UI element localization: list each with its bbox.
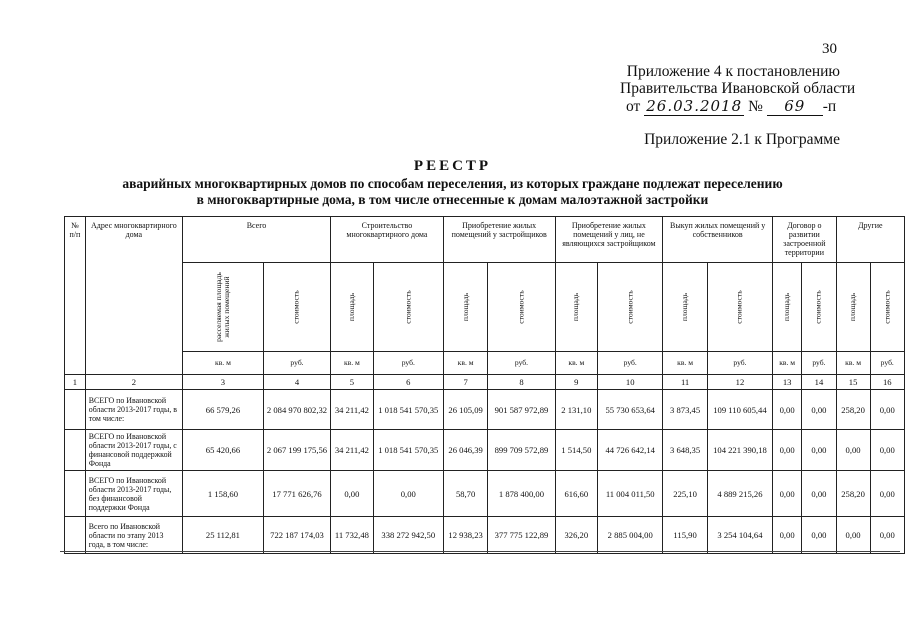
sub-cost: стоимость <box>488 263 555 352</box>
row-label: ВСЕГО по Ивановской области 2013-2017 годы, без финансовой поддержки Фонда <box>85 471 182 517</box>
row-value: 58,70 <box>443 471 488 517</box>
header-address: Адрес многоквартирного дома <box>85 217 182 375</box>
table-row <box>65 517 905 554</box>
unit-rub: руб. <box>488 352 555 375</box>
subtitle-rest: многоквартирных домов по способам переселения, из которых граждане подлежат переселению <box>191 176 783 191</box>
unit-rub: руб. <box>707 352 772 375</box>
row-value: 4 889 215,26 <box>707 471 772 517</box>
header-contract: Договор о развитии застроенной территории <box>773 217 837 263</box>
row-value: 2 067 199 175,56 <box>263 430 330 471</box>
header-num: № п/п <box>65 217 86 375</box>
handwritten-date: 26.03.2018 <box>644 97 744 116</box>
col-number: 4 <box>263 375 330 390</box>
row-value: 258,20 <box>836 390 870 430</box>
page-number: 30 <box>822 41 837 57</box>
sub-area: площадь <box>331 263 374 352</box>
row-value: 26 046,39 <box>443 430 488 471</box>
table-row <box>65 430 905 471</box>
unit-rub: руб. <box>263 352 330 375</box>
row-value: 3 873,45 <box>663 390 708 430</box>
row-value: 0,00 <box>836 430 870 471</box>
row-index-cell <box>65 517 86 554</box>
row-value: 11 732,48 <box>331 517 374 554</box>
unit-sqm: кв. м <box>773 352 802 375</box>
sub-cost: стоимость <box>263 263 330 352</box>
sub-area: площадь <box>663 263 708 352</box>
sub-resettled-area: расселяемая площадь жилых помещений <box>182 263 263 352</box>
number-label: № <box>748 98 763 115</box>
table-row <box>65 390 905 430</box>
col-number: 8 <box>488 375 555 390</box>
row-value: 34 211,42 <box>331 390 374 430</box>
row-value: 12 938,23 <box>443 517 488 554</box>
unit-rub: руб. <box>870 352 905 375</box>
registry-table <box>64 216 905 554</box>
row-value: 55 730 653,64 <box>598 390 663 430</box>
row-value: 0,00 <box>836 517 870 554</box>
row-value: 17 771 626,76 <box>263 471 330 517</box>
row-index-cell <box>65 471 86 517</box>
unit-sqm: кв. м <box>182 352 263 375</box>
row-value: 616,60 <box>555 471 598 517</box>
row-value: 1 878 400,00 <box>488 471 555 517</box>
row-value: 0,00 <box>870 390 905 430</box>
unit-rub: руб. <box>373 352 443 375</box>
header-row-sub <box>65 263 905 352</box>
col-number: 14 <box>802 375 836 390</box>
row-value: 0,00 <box>802 517 836 554</box>
row-value: 109 110 605,44 <box>707 390 772 430</box>
row-value: 115,90 <box>663 517 708 554</box>
row-value: 66 579,26 <box>182 390 263 430</box>
unit-sqm: кв. м <box>663 352 708 375</box>
row-label: ВСЕГО по Ивановской области 2013-2017 годы, с финансовой поддержкой Фонда <box>85 430 182 471</box>
row-value: 0,00 <box>331 471 374 517</box>
row-value: 34 211,42 <box>331 430 374 471</box>
row-value: 377 775 122,89 <box>488 517 555 554</box>
row-value: 0,00 <box>802 471 836 517</box>
row-value: 225,10 <box>663 471 708 517</box>
row-value: 0,00 <box>773 390 802 430</box>
row-value: 0,00 <box>802 430 836 471</box>
header-row-units <box>65 352 905 375</box>
row-value: 2 885 004,00 <box>598 517 663 554</box>
row-value: 0,00 <box>870 471 905 517</box>
sub-area: площадь <box>555 263 598 352</box>
row-value: 0,00 <box>373 471 443 517</box>
appendix-line1: Приложение 4 к постановлению <box>626 63 840 80</box>
row-value: 0,00 <box>802 390 836 430</box>
appendix-date-line <box>626 97 836 116</box>
sub-cost: стоимость <box>707 263 772 352</box>
row-value: 11 004 011,50 <box>598 471 663 517</box>
header-purchase-non-developers: Приобретение жилых помещений у лиц, не являющихся застройщиком <box>555 217 663 263</box>
row-value: 0,00 <box>773 430 802 471</box>
sub-area: площадь <box>443 263 488 352</box>
row-value: 0,00 <box>773 517 802 554</box>
col-number: 12 <box>707 375 772 390</box>
row-value: 901 587 972,89 <box>488 390 555 430</box>
struck-word: аварийных <box>122 176 192 191</box>
row-value: 722 187 174,03 <box>263 517 330 554</box>
row-value: 3 254 104,64 <box>707 517 772 554</box>
unit-sqm: кв. м <box>331 352 374 375</box>
handwritten-number: 69 <box>767 97 823 116</box>
sub-area: площадь <box>836 263 870 352</box>
col-number: 11 <box>663 375 708 390</box>
col-number: 7 <box>443 375 488 390</box>
col-number: 13 <box>773 375 802 390</box>
row-value: 326,20 <box>555 517 598 554</box>
row-value: 1 158,60 <box>182 471 263 517</box>
col-number: 6 <box>373 375 443 390</box>
unit-rub: руб. <box>598 352 663 375</box>
header-other: Другие <box>836 217 904 263</box>
row-value: 1 514,50 <box>555 430 598 471</box>
row-value: 3 648,35 <box>663 430 708 471</box>
registry-subtitle-line2: в многоквартирные дома, в том числе отнесенные к домам малоэтажной застройки <box>196 192 709 207</box>
sub-cost: стоимость <box>373 263 443 352</box>
row-label: ВСЕГО по Ивановской области 2013-2017 годы, в том числе: <box>85 390 182 430</box>
appendix-line2: Правительства Ивановской области <box>620 80 856 97</box>
col-number: 2 <box>85 375 182 390</box>
row-value: 2 084 970 802,32 <box>263 390 330 430</box>
row-value: 65 420,66 <box>182 430 263 471</box>
col-number: 3 <box>182 375 263 390</box>
header-purchase-developers: Приобретение жилых помещений у застройщиков <box>443 217 555 263</box>
header-row-groups <box>65 217 905 263</box>
unit-sqm: кв. м <box>836 352 870 375</box>
row-index-cell <box>65 430 86 471</box>
row-value: 0,00 <box>870 517 905 554</box>
column-number-row <box>65 375 905 390</box>
row-value: 26 105,09 <box>443 390 488 430</box>
col-number: 1 <box>65 375 86 390</box>
header-buyout: Выкуп жилых помещений у собственников <box>663 217 773 263</box>
row-value: 258,20 <box>836 471 870 517</box>
row-index-cell <box>65 390 86 430</box>
page-cut-line <box>60 551 900 552</box>
table-row <box>65 471 905 517</box>
row-value: 104 221 390,18 <box>707 430 772 471</box>
row-value: 0,00 <box>773 471 802 517</box>
row-value: 44 726 642,14 <box>598 430 663 471</box>
row-value: 1 018 541 570,35 <box>373 390 443 430</box>
col-number: 15 <box>836 375 870 390</box>
row-value: 338 272 942,50 <box>373 517 443 554</box>
col-number: 10 <box>598 375 663 390</box>
row-value: 25 112,81 <box>182 517 263 554</box>
unit-sqm: кв. м <box>443 352 488 375</box>
unit-rub: руб. <box>802 352 836 375</box>
unit-sqm: кв. м <box>555 352 598 375</box>
registry-subtitle-line1 <box>0 176 905 192</box>
program-appendix: Приложение 2.1 к Программе <box>644 131 840 148</box>
from-label: от <box>626 98 641 115</box>
row-value: 1 018 541 570,35 <box>373 430 443 471</box>
sub-cost: стоимость <box>598 263 663 352</box>
row-value: 0,00 <box>870 430 905 471</box>
col-number: 5 <box>331 375 374 390</box>
registry-title: РЕЕСТР <box>413 158 492 174</box>
row-value: 2 131,10 <box>555 390 598 430</box>
header-construction: Строительство многоквартирного дома <box>331 217 444 263</box>
col-number: 9 <box>555 375 598 390</box>
header-total: Всего <box>182 217 330 263</box>
sub-area: площадь <box>773 263 802 352</box>
number-suffix: -п <box>822 98 837 115</box>
row-label: Всего по Ивановской области по этапу 2013 года, в том числе: <box>85 517 182 554</box>
sub-cost: стоимость <box>870 263 905 352</box>
row-value: 899 709 572,89 <box>488 430 555 471</box>
sub-cost: стоимость <box>802 263 836 352</box>
col-number: 16 <box>870 375 905 390</box>
